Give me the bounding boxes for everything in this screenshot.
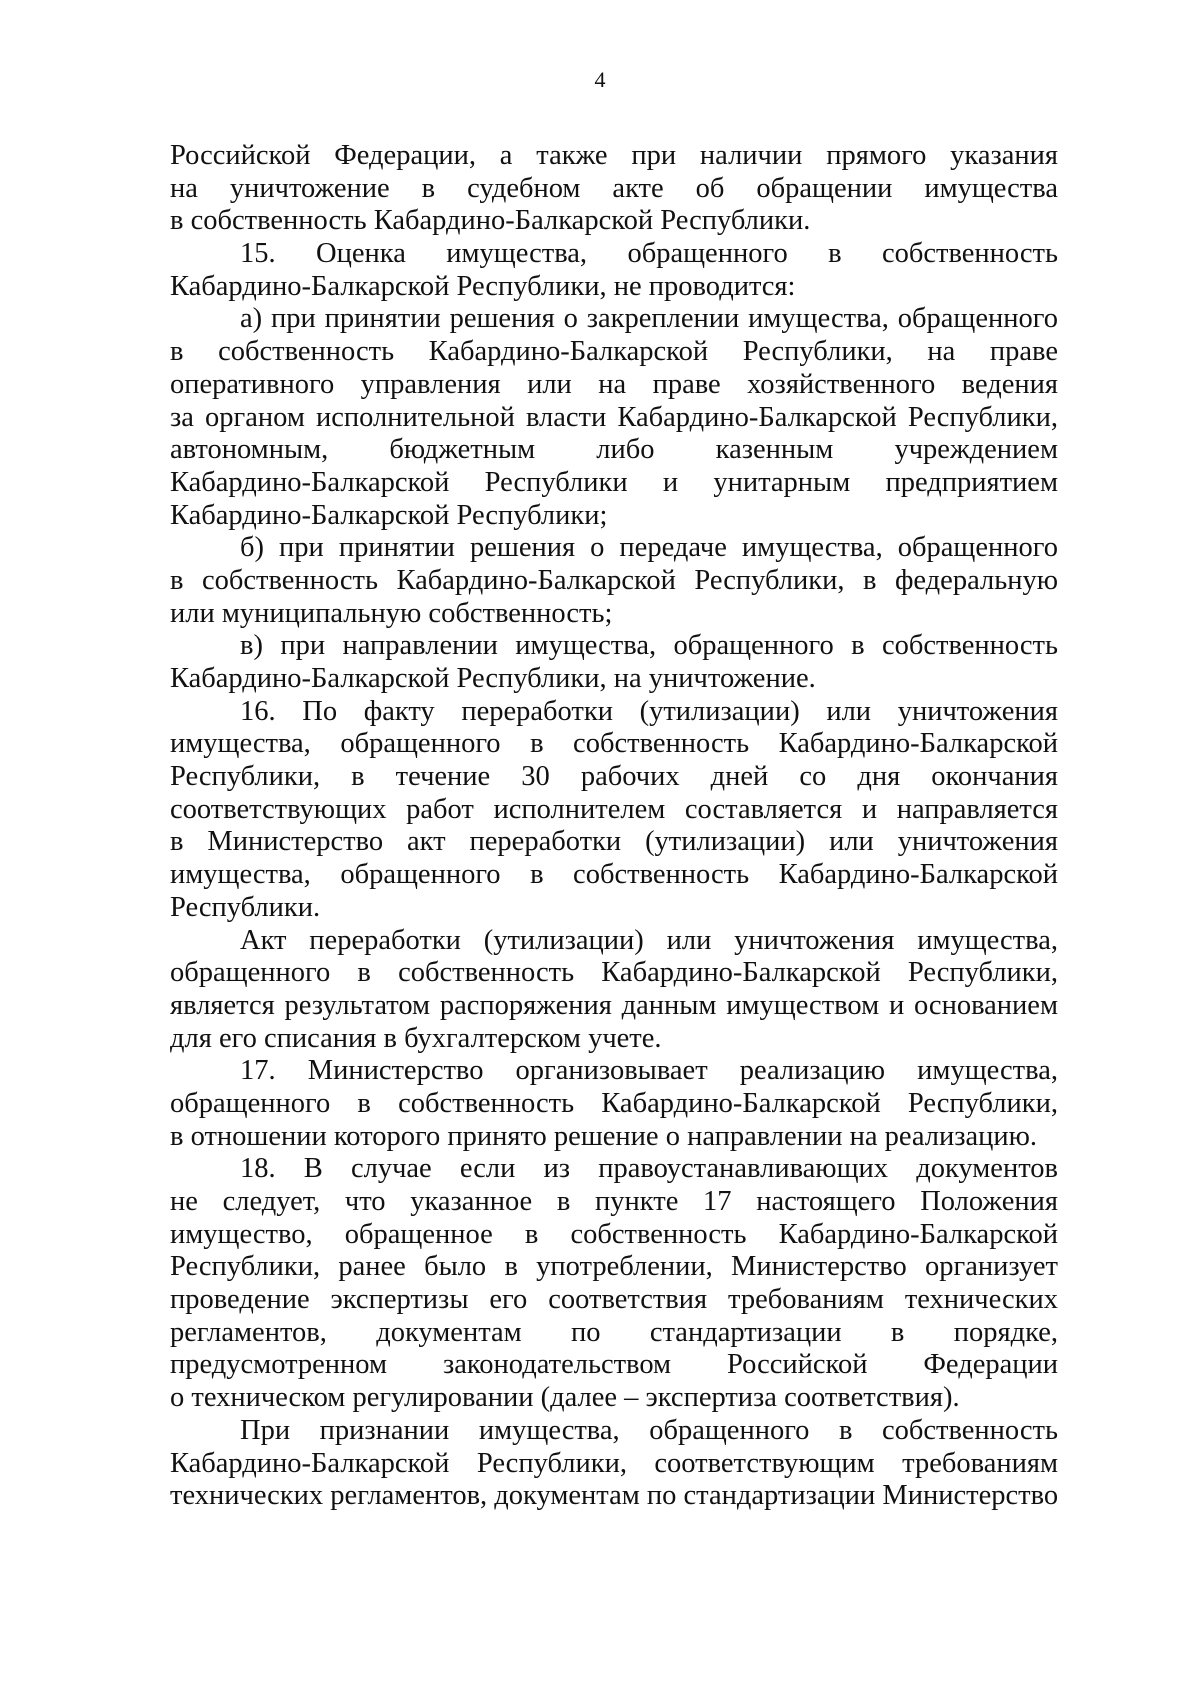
text-line: Кабардино-Балкарской Республики, соответствующим требованиям [170, 1447, 1058, 1479]
text-line: для его списания в бухгалтерском учете. [170, 1022, 662, 1054]
text-line: Кабардино-Балкарской Республики; [170, 499, 608, 531]
text-line: соответствующих работ исполнителем составляется и направляется [170, 793, 1058, 825]
text-line: Республики, в течение 30 рабочих дней со дня окончания [170, 761, 1058, 793]
text-line: обращенного в собственность Кабардино-Балкарской Республики, [170, 957, 1058, 989]
text-line: Республики, ранее было в употреблении, Министерство организует [170, 1251, 1058, 1283]
text-line: Республики. [170, 891, 321, 923]
text-line: имущества, обращенного в собственность Кабардино-Балкарской [170, 859, 1058, 891]
text-line: в собственность Кабардино-Балкарской Республики, на праве [170, 336, 1058, 368]
text-line: 18. В случае если из правоустанавливающих документов [240, 1153, 1058, 1185]
text-line: проведение экспертизы его соответствия требованиям технических [170, 1284, 1058, 1316]
text-line: Кабардино-Балкарской Республики и унитарным предприятием [170, 466, 1058, 498]
page-number: 4 [594, 67, 606, 92]
text-line: о техническом регулировании (далее – экспертиза соответствия). [170, 1382, 960, 1414]
text-line: в собственность Кабардино-Балкарской Республики, в федеральную [170, 564, 1058, 596]
text-line: является результатом распоряжения данным имуществом и основанием [170, 989, 1058, 1021]
text-line: за органом исполнительной власти Кабардино-Балкарской Республики, [170, 401, 1058, 433]
text-line: а) при принятии решения о закреплении имущества, обращенного [240, 303, 1058, 335]
text-line: не следует, что указанное в пункте 17 настоящего Положения [170, 1186, 1058, 1217]
text-line: имущество, обращенное в собственность Кабардино-Балкарской [170, 1218, 1058, 1250]
text-line: 16. По факту переработки (утилизации) или уничтожения [240, 695, 1058, 727]
text-line: При признании имущества, обращенного в собственность [240, 1414, 1058, 1446]
text-line: 17. Министерство организовывает реализацию имущества, [240, 1055, 1058, 1087]
text-line: оперативного управления или на праве хозяйственного ведения [170, 368, 1058, 400]
text-line: Российской Федерации, а также при наличии прямого указания [170, 140, 1058, 171]
text-line: 15. Оценка имущества, обращенного в собственность [240, 238, 1058, 270]
text-line: технических регламентов, документам по стандартизации Министерство [170, 1480, 1059, 1512]
text-line: Кабардино-Балкарской Республики, на уничтожение. [170, 663, 816, 694]
text-line: обращенного в собственность Кабардино-Балкарской Республики, [170, 1087, 1058, 1119]
text-line: предусмотренном законодательством Российской Федерации [170, 1349, 1058, 1381]
text-line: в собственность Кабардино-Балкарской Республики. [170, 205, 811, 237]
text-line: в отношении которого принято решение о направлении на реализацию. [170, 1120, 1038, 1152]
text-line: Акт переработки (утилизации) или уничтожения имущества, [240, 924, 1058, 956]
text-line: Кабардино-Балкарской Республики, не проводится: [170, 270, 796, 302]
text-line: в) при направлении имущества, обращенного в собственность [240, 630, 1058, 662]
document-body [170, 140, 1058, 1513]
text-line: на уничтожение в судебном акте об обращении имущества [170, 172, 1058, 204]
text-line: имущества, обращенного в собственность Кабардино-Балкарской [170, 728, 1058, 760]
text-line: б) при принятии решения о передаче имущества, обращенного [240, 532, 1058, 564]
text-line: или муниципальную собственность; [170, 597, 613, 629]
text-line: в Министерство акт переработки (утилизации) или уничтожения [170, 826, 1058, 858]
text-line: автономным, бюджетным либо казенным учреждением [170, 434, 1058, 466]
text-line: регламентов, документам по стандартизации в порядке, [170, 1316, 1058, 1348]
